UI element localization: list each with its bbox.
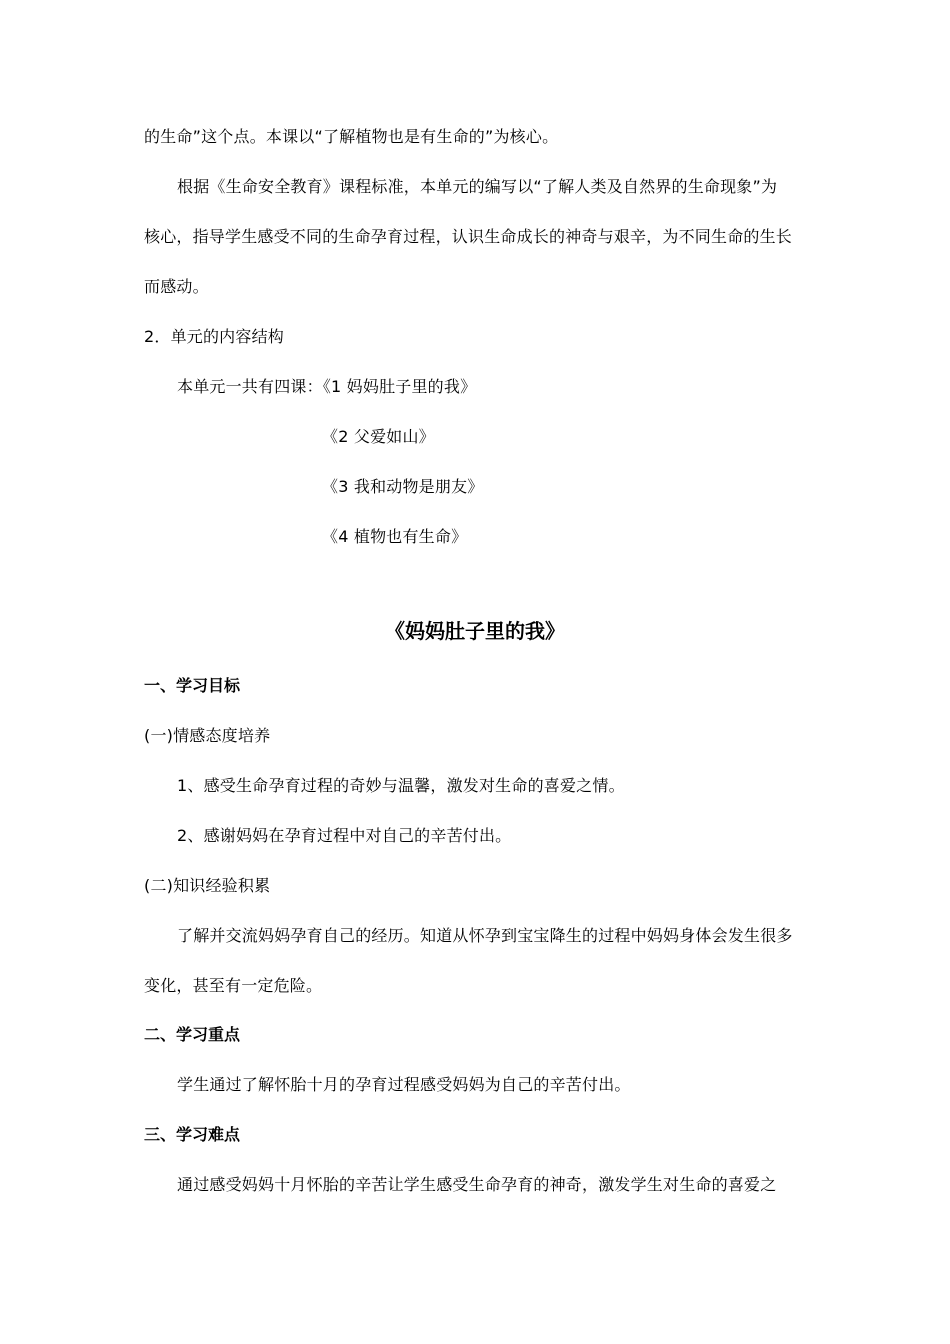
focus-text: 学生通过了解怀胎十月的孕育过程感受妈妈为自己的辛苦付出。 bbox=[177, 1075, 631, 1094]
knowledge-text-line: 变化，甚至有一定危险。 bbox=[144, 976, 323, 995]
structure-lead-text: 本单元一共有四课： bbox=[177, 377, 323, 396]
intro-paragraph-line: 核心，指导学生感受不同的生命孕育过程，认识生命成长的神奇与艰辛，为不同生命的生长 bbox=[144, 227, 793, 246]
lesson-list-item: 《2 父爱如山》 bbox=[322, 427, 435, 446]
emotion-item: 1、感受生命孕育过程的奇妙与温馨，激发对生命的喜爱之情。 bbox=[177, 776, 625, 795]
structure-heading: 2．单元的内容结构 bbox=[144, 327, 284, 346]
goals-heading: 一、学习目标 bbox=[144, 676, 241, 695]
lesson-list-item: 《1 妈妈肚子里的我》 bbox=[322, 377, 477, 396]
lesson-list-item: 《4 植物也有生命》 bbox=[322, 527, 468, 546]
emotion-item: 2、感谢妈妈在孕育过程中对自己的辛苦付出。 bbox=[177, 826, 512, 845]
knowledge-text-line: 了解并交流妈妈孕育自己的经历。知道从怀孕到宝宝降生的过程中妈妈身体会发生很多 bbox=[177, 926, 793, 945]
lesson-title: 《妈妈肚子里的我》 bbox=[385, 619, 565, 643]
focus-heading: 二、学习重点 bbox=[144, 1025, 241, 1044]
structure-lead bbox=[177, 375, 476, 399]
intro-paragraph-line: 根据《生命安全教育》课程标准，本单元的编写以“了解人类及自然界的生命现象”为 bbox=[177, 177, 778, 196]
intro-line: 的生命”这个点。本课以“了解植物也是有生命的”为核心。 bbox=[144, 127, 559, 146]
lesson-list-item: 《3 我和动物是朋友》 bbox=[322, 477, 484, 496]
emotion-heading: (一)情感态度培养 bbox=[144, 726, 271, 745]
knowledge-heading: (二)知识经验积累 bbox=[144, 876, 271, 895]
difficulty-heading: 三、学习难点 bbox=[144, 1125, 241, 1144]
difficulty-text: 通过感受妈妈十月怀胎的辛苦让学生感受生命孕育的神奇，激发学生对生命的喜爱之 bbox=[177, 1175, 777, 1194]
intro-paragraph-line: 而感动。 bbox=[144, 277, 209, 296]
